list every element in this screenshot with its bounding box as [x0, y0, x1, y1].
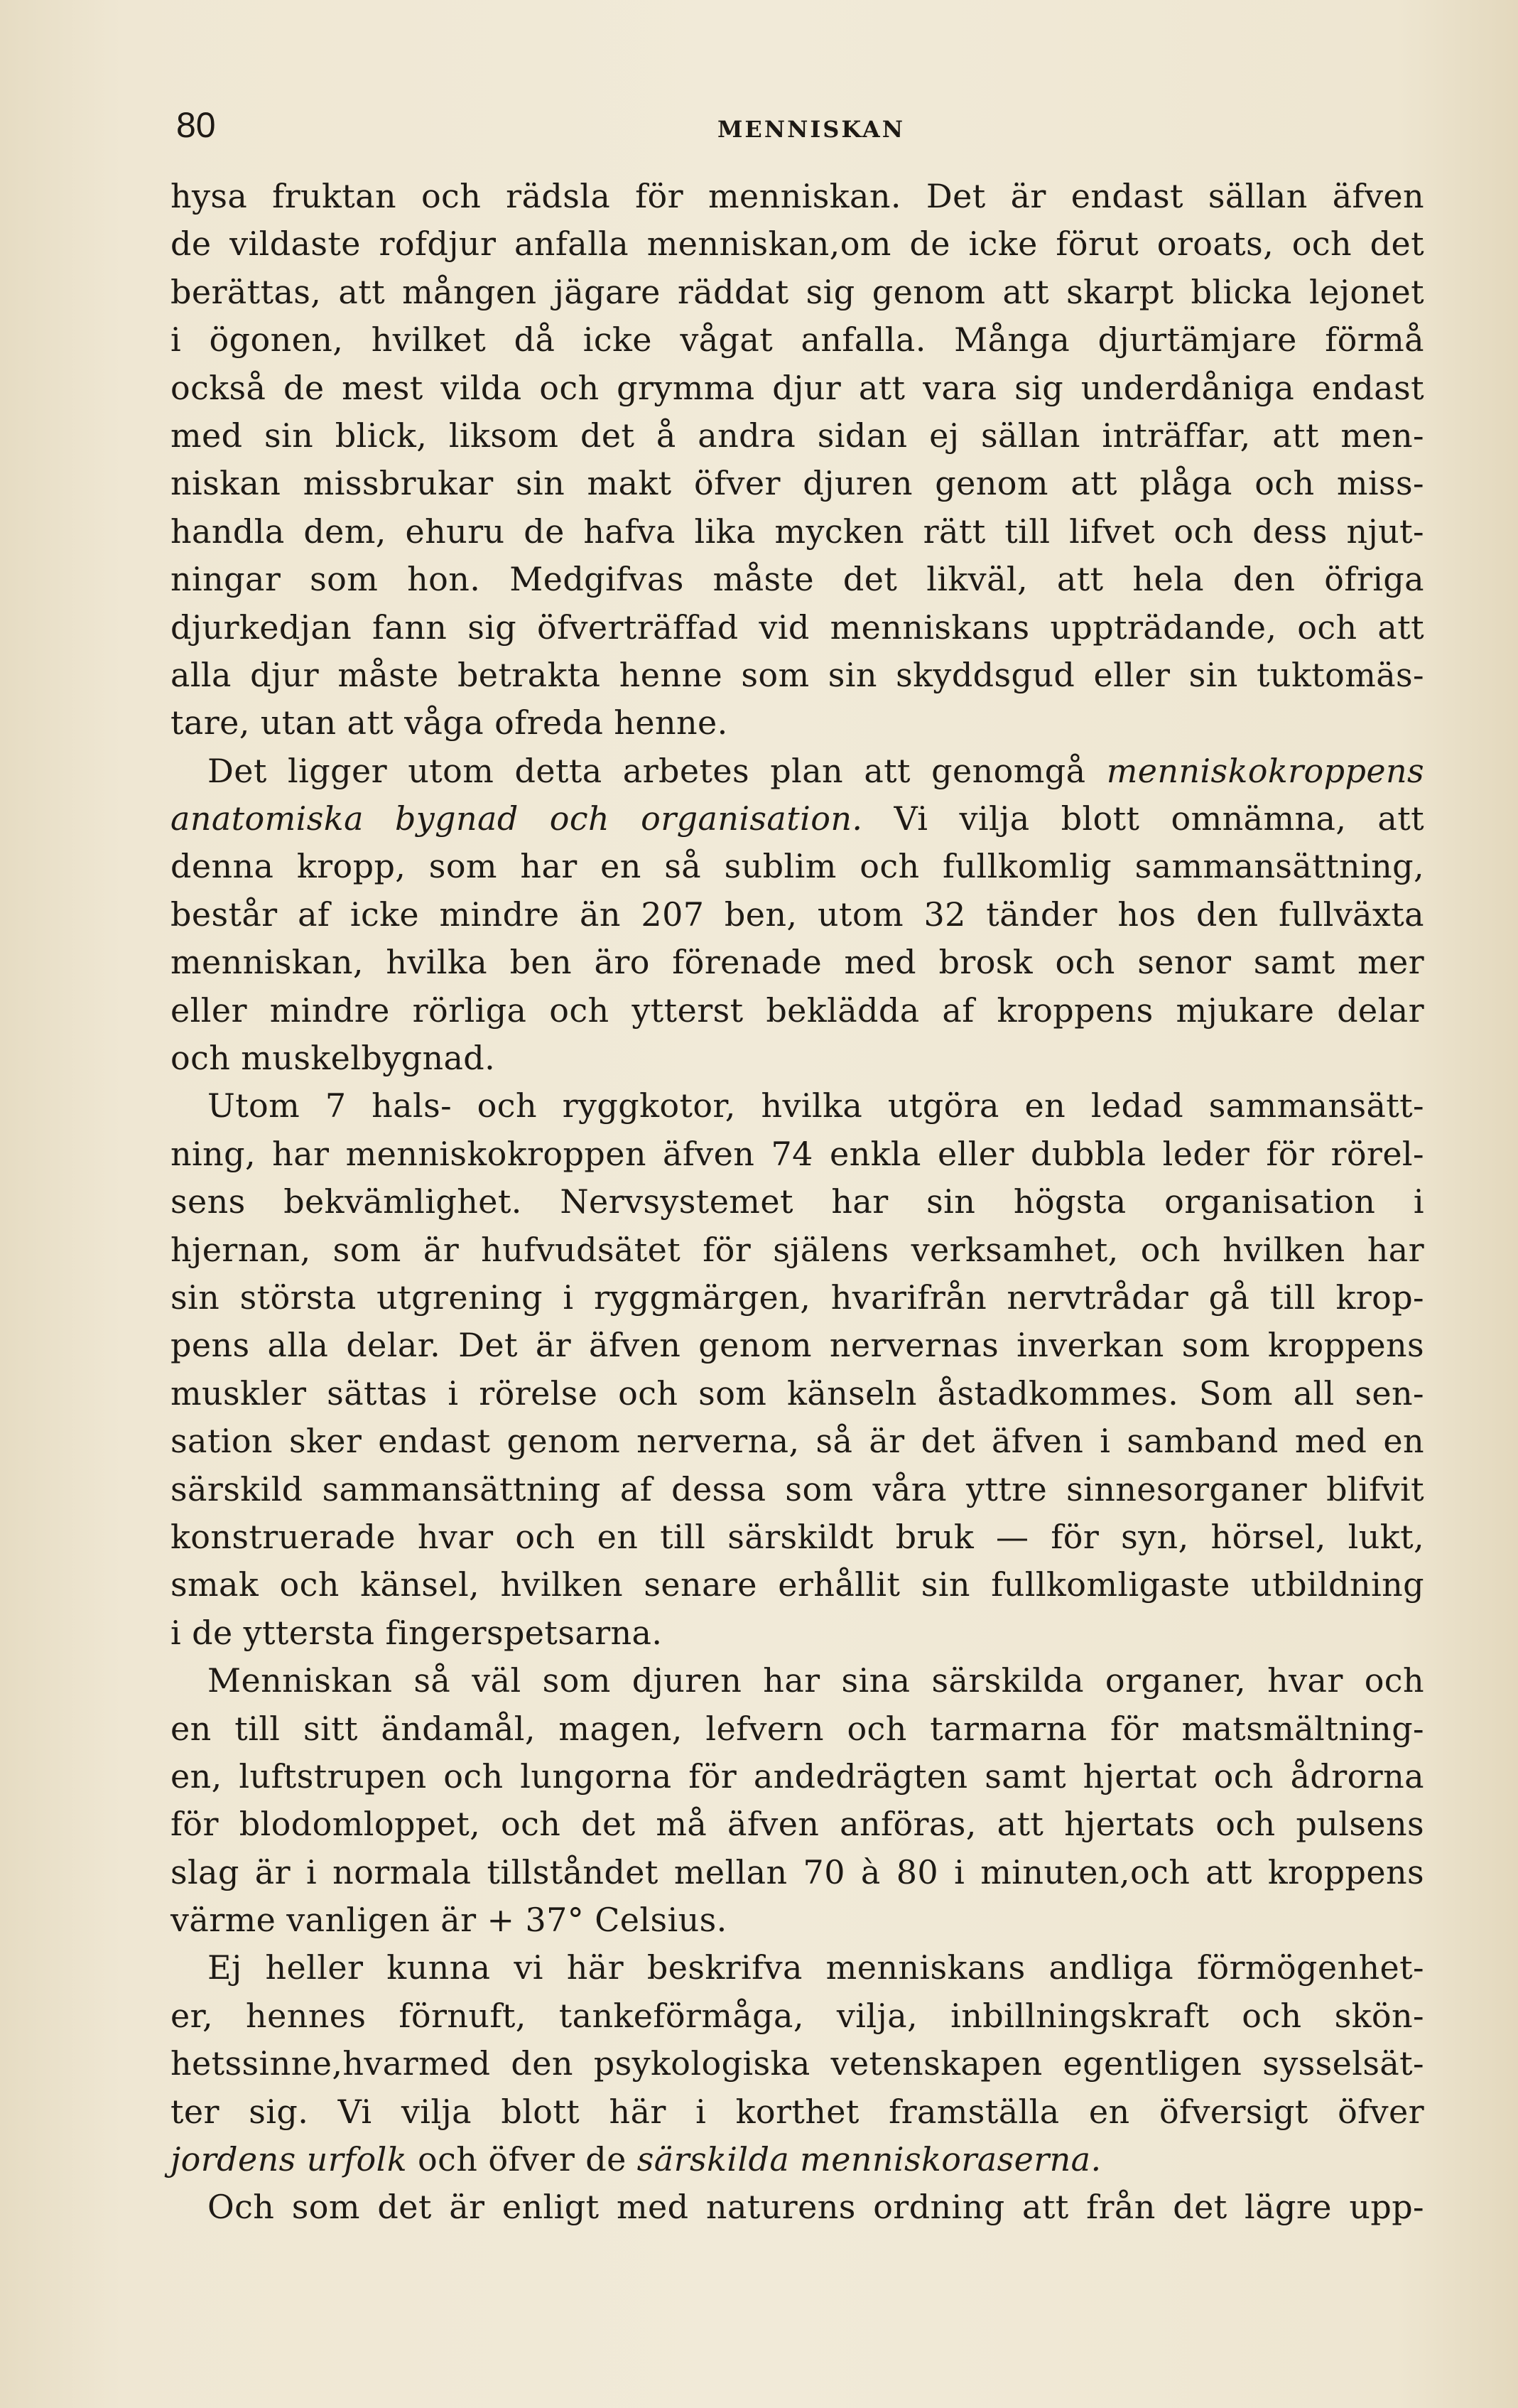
text-segment: Vi vilja blott omnämna, att [862, 799, 1424, 838]
text-line: handla dem, ehuru de hafva lika mycken rätt till lifvet och dess njut- [170, 512, 1424, 551]
text-segment: och öfver de [407, 2140, 637, 2179]
text-line: menniskan, hvilka ben äro förenade med brosk och senor samt mer [170, 943, 1424, 982]
text-line: och muskelbygnad. [170, 1039, 496, 1078]
text-line: berättas, att mången jägare räddat sig genom att skarpt blicka lejonet [170, 272, 1424, 311]
italic-phrase: menniskokroppens [1106, 751, 1424, 790]
page-number: 80 [176, 105, 216, 145]
italic-phrase: jordens urfolk [170, 2140, 407, 2179]
text-line: tare, utan att våga ofreda henne. [170, 703, 728, 743]
text-line: en, luftstrupen och lungorna för andedrägten samt hjertat och ådrorna [170, 1756, 1424, 1796]
text-line [170, 2136, 1424, 2183]
text-line: eller mindre rörliga och ytterst beklädda af kroppens mjukare delar [170, 990, 1424, 1030]
text-line: för blodomloppet, och det må äfven anföras, att hjertats och pulsens [170, 1805, 1424, 1844]
text-line: sin största utgrening i ryggmärgen, hvarifrån nervtrådar gå till krop- [170, 1278, 1424, 1317]
text-line: hetssinne,hvarmed den psykologiska vetenskapen egentligen sysselsät- [170, 2044, 1424, 2083]
text-line [170, 795, 1424, 843]
text-line: ningar som hon. Medgifvas måste det likväl, att hela den öfriga [170, 560, 1424, 599]
text-line: hjernan, som är hufvudsätet för själens verksamhet, och hvilken har [170, 1230, 1424, 1269]
italic-phrase: anatomiska bygnad och organisation. [170, 799, 863, 838]
text-line: pens alla delar. Det är äfven genom nervernas inverkan som kroppens [170, 1326, 1424, 1365]
text-line: niskan missbrukar sin makt öfver djuren genom att plåga och miss- [170, 464, 1424, 503]
text-line: muskler sättas i rörelse och som känseln åstadkommes. Som all sen- [170, 1373, 1424, 1413]
text-segment: Det ligger utom detta arbetes plan att genomgå [207, 751, 1107, 790]
body-text [170, 173, 1424, 2232]
text-line: Utom 7 hals- och ryggkotor, hvilka utgöra en ledad sammansätt- [207, 1086, 1424, 1125]
text-line: konstruerade hvar och en till särskildt bruk — för syn, hörsel, lukt, [170, 1517, 1424, 1556]
text-line: också de mest vilda och grymma djur att vara sig underdåniga endast [170, 368, 1424, 407]
text-line: ter sig. Vi vilja blott här i korthet framställa en öfversigt öfver [170, 2092, 1424, 2131]
text-line: slag är i normala tillståndet mellan 70 à 80 i minuten,och att kroppens [170, 1852, 1424, 1891]
italic-phrase: särskilda menniskoraserna. [636, 2140, 1102, 2179]
text-line: de vildaste rofdjur anfalla menniskan,om de icke förut oroats, och det [170, 225, 1424, 264]
text-line: en till sitt ändamål, magen, lefvern och tarmarna för matsmältning- [170, 1709, 1424, 1748]
text-line: särskild sammansättning af dessa som våra yttre sinnesorganer blifvit [170, 1469, 1424, 1508]
text-line: hysa fruktan och rädsla för menniskan. Det är endast sällan äfven [170, 177, 1424, 215]
text-line: värme vanligen är + 37° Celsius. [170, 1901, 727, 1940]
text-line: sens bekvämlighet. Nervsystemet har sin högsta organisation i [170, 1182, 1424, 1221]
text-line: er, hennes förnuft, tankeförmåga, vilja, inbillningskraft och skön- [170, 1996, 1424, 2035]
text-line: består af icke mindre än 207 ben, utom 32 tänder hos den fullväxta [170, 895, 1424, 934]
text-line: djurkedjan fann sig öfverträffad vid menniskans uppträdande, och att [170, 608, 1424, 647]
text-line: Menniskan så väl som djuren har sina särskilda organer, hvar och [207, 1661, 1424, 1700]
text-line: alla djur måste betrakta henne som sin skyddsgud eller sin tuktomäs- [170, 655, 1424, 694]
text-line: Och som det är enligt med naturens ordning att från det lägre upp- [207, 2188, 1424, 2227]
text-line: i de yttersta fingerspetsarna. [170, 1613, 663, 1652]
text-line: denna kropp, som har en så sublim och fullkomlig sammansättning, [170, 847, 1424, 886]
text-line: sation sker endast genom nerverna, så är det äfven i samband med en [170, 1422, 1424, 1461]
text-line: ning, har menniskokroppen äfven 74 enkla eller dubbla leder för rörel- [170, 1134, 1424, 1173]
text-line: med sin blick, liksom det å andra sidan ej sällan inträffar, att men- [170, 416, 1424, 455]
running-head: MENNISKAN [717, 116, 905, 143]
text-line: Ej heller kunna vi här beskrifva menniskans andliga förmögenhet- [207, 1948, 1424, 1987]
text-line: i ögonen, hvilket då icke vågat anfalla. Många djurtämjare förmå [170, 320, 1424, 360]
text-line [170, 747, 1424, 795]
text-line: smak och känsel, hvilken senare erhållit sin fullkomligaste utbildning [170, 1565, 1424, 1604]
